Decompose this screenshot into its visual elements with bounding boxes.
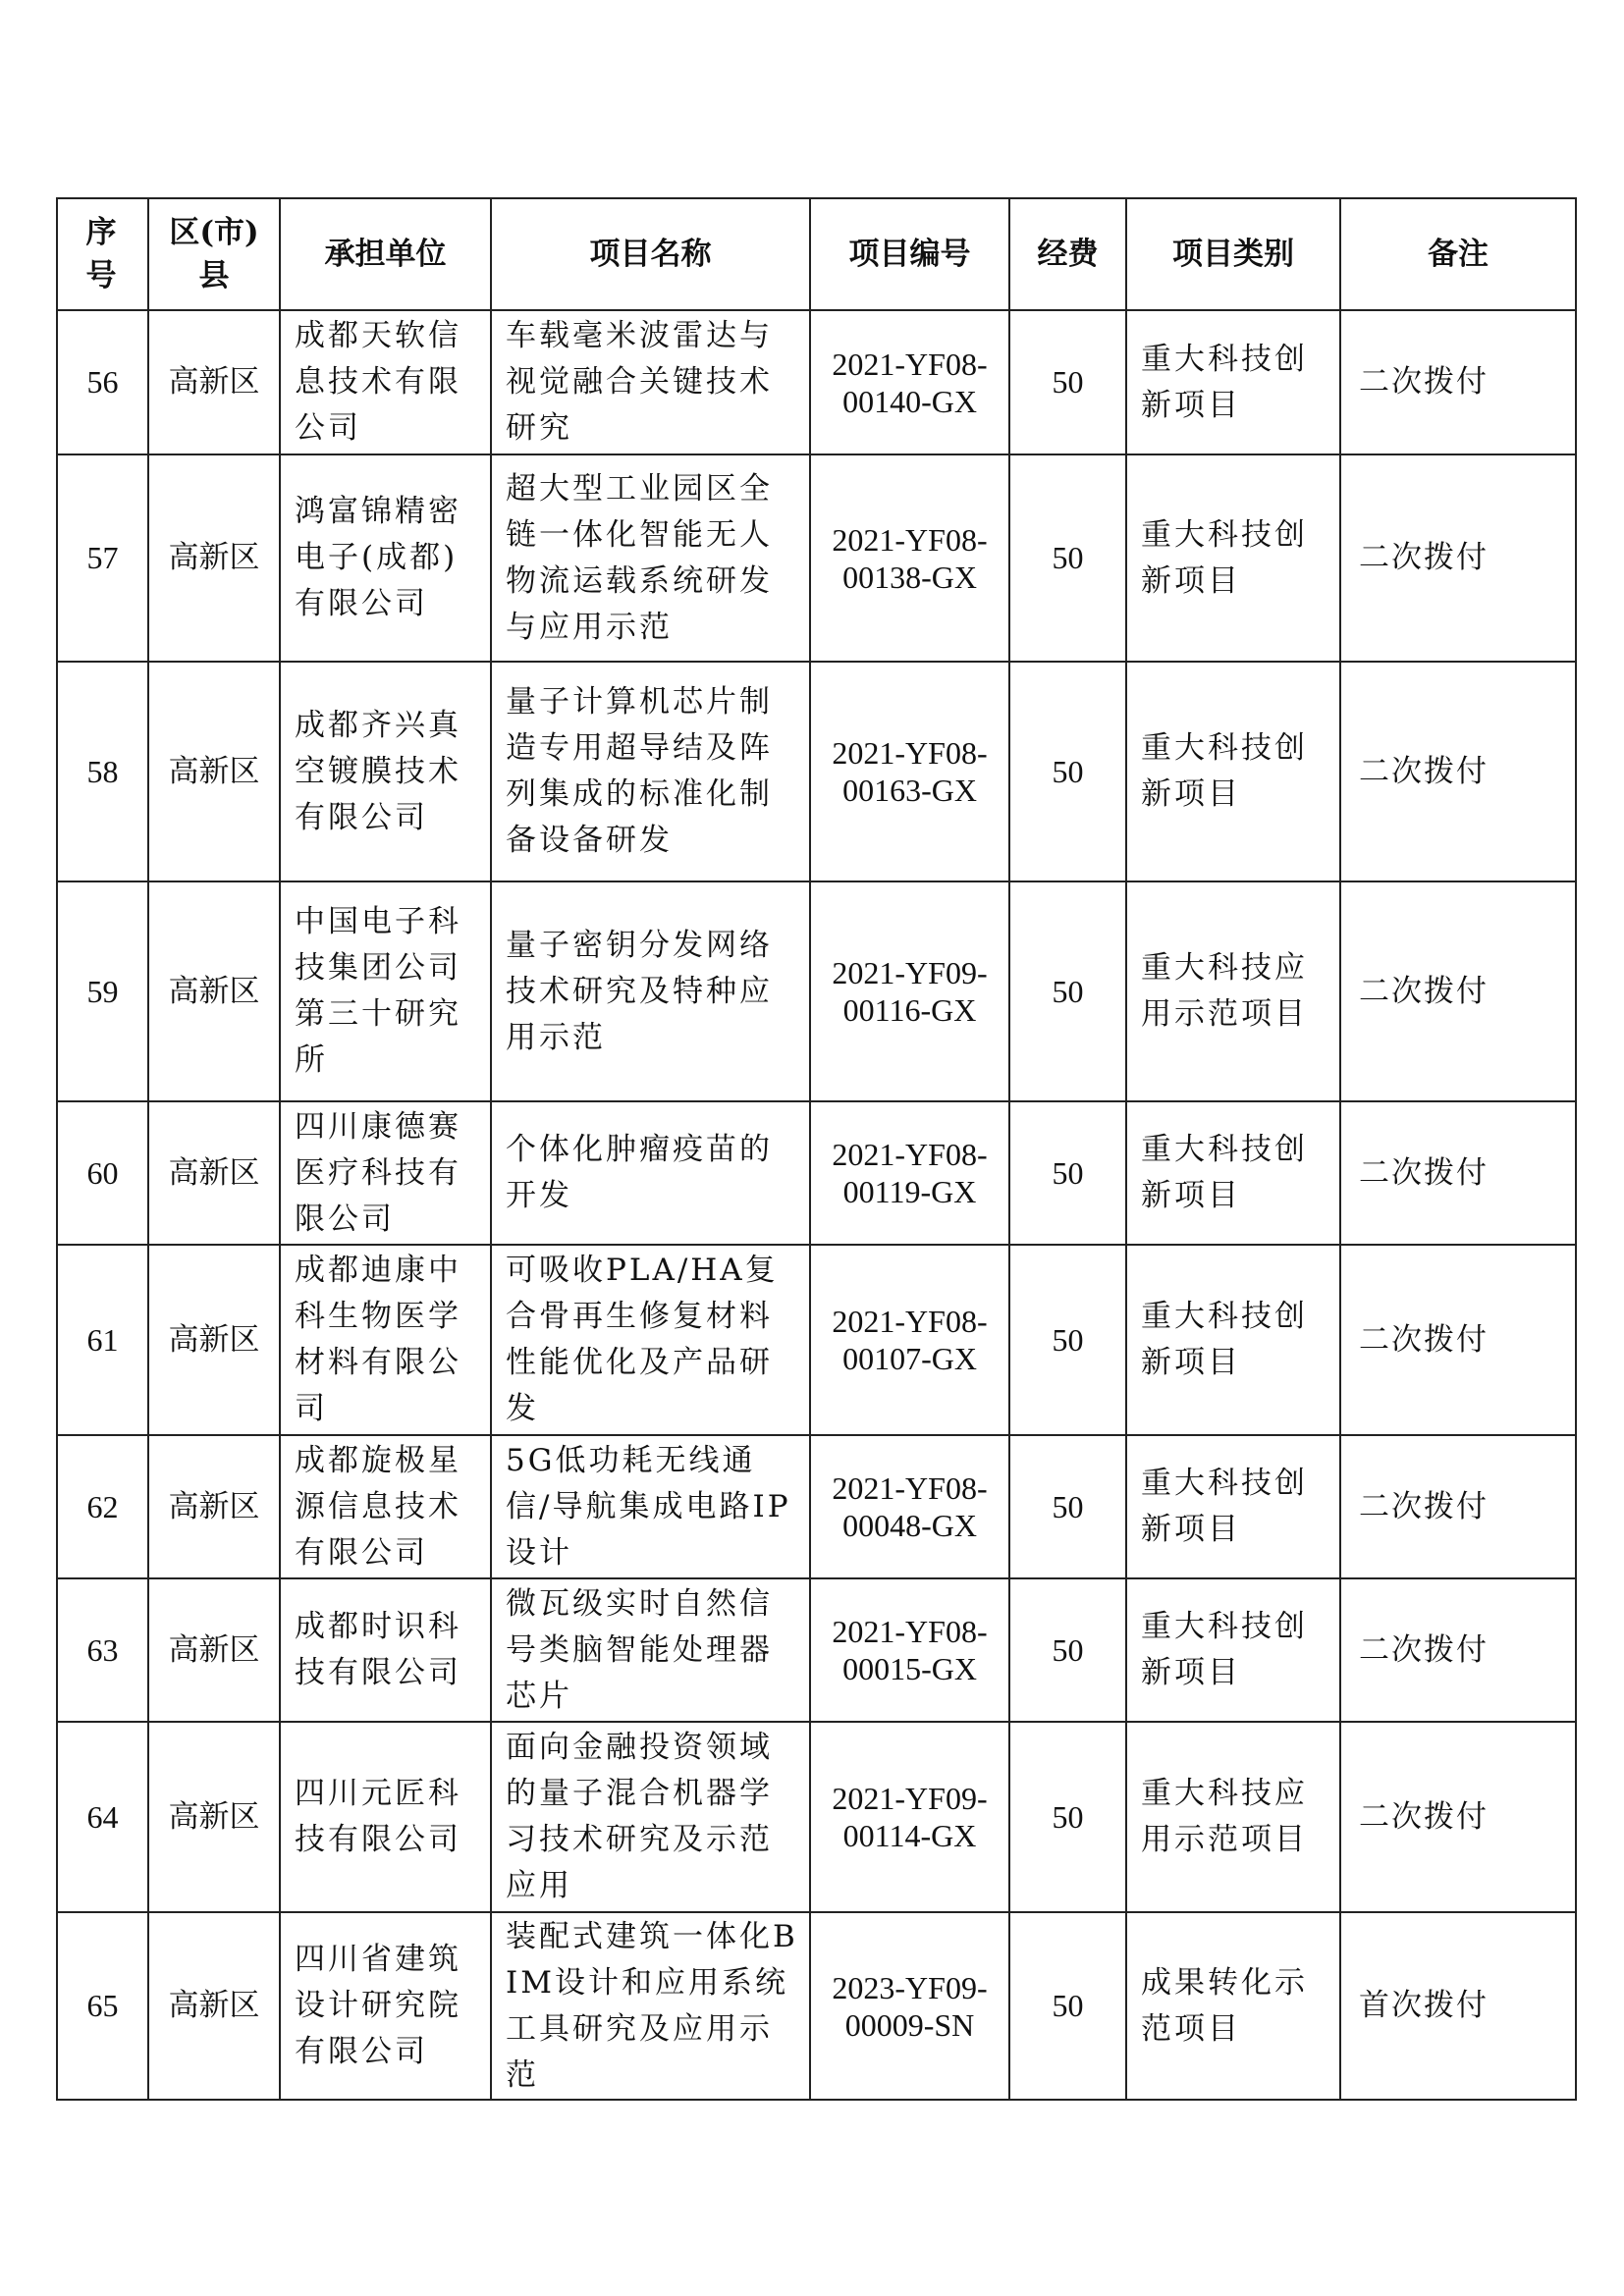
cell-funding [1009,1435,1126,1578]
cell-category [1126,1912,1340,2100]
cell-category-text: 重大科技创新项目 [1141,730,1308,812]
cell-unit [280,310,491,454]
cell-district [148,1435,280,1578]
cell-code [810,1435,1009,1578]
cell-note [1340,1578,1576,1722]
cell-note-text: 二次拨付 [1359,1798,1489,1835]
cell-code-text: 2021-YF08-00048-GX [832,1470,988,1543]
cell-project-text: 可吸收PLA/HA复合骨再生修复材料性能优化及产品研发 [506,1253,779,1426]
cell-no [57,1912,148,2100]
cell-no-text: 56 [86,364,119,400]
cell-category [1126,1435,1340,1578]
cell-funding-text: 50 [1052,753,1084,789]
cell-project-text: 量子密钥分发网络技术研究及特种应用示范 [506,927,773,1055]
cell-note-text: 二次拨付 [1359,1321,1489,1358]
cell-project-text: 面向金融投资领域的量子混合机器学习技术研究及示范应用 [506,1730,773,1903]
cell-funding-text: 50 [1052,1321,1084,1358]
cell-funding-text: 50 [1052,1798,1084,1835]
cell-district-text: 高新区 [168,1321,260,1358]
cell-project [491,310,810,454]
cell-district [148,1578,280,1722]
cell-project [491,1101,810,1245]
cell-code [810,1245,1009,1435]
cell-no-text: 62 [86,1488,119,1524]
cell-unit-text: 成都时识科技有限公司 [295,1609,461,1690]
cell-code [810,881,1009,1101]
cell-no [57,662,148,881]
cell-note [1340,1912,1576,2100]
cell-category-text: 重大科技应用示范项目 [1141,950,1308,1032]
cell-district-text: 高新区 [168,1154,260,1191]
cell-code-text: 2021-YF08-00015-GX [832,1614,988,1686]
cell-funding [1009,310,1126,454]
cell-funding [1009,1912,1126,2100]
cell-no [57,1722,148,1912]
cell-category [1126,662,1340,881]
cell-category-text: 重大科技创新项目 [1141,516,1308,599]
table-row [57,1578,1576,1722]
cell-unit-text: 成都齐兴真空镀膜技术有限公司 [295,707,461,835]
cell-note [1340,1722,1576,1912]
cell-project-text: 5G低功耗无线通信/导航集成电路IP设计 [506,1442,791,1571]
cell-code-text: 2021-YF08-00163-GX [832,735,988,808]
table-row [57,310,1576,454]
table-row [57,454,1576,662]
cell-unit-text: 四川康德赛医疗科技有限公司 [295,1108,461,1237]
cell-district-text: 高新区 [168,1631,260,1668]
cell-code [810,662,1009,881]
cell-district [148,310,280,454]
cell-district [148,1245,280,1435]
cell-category [1126,1101,1340,1245]
cell-no-text: 57 [86,540,119,575]
cell-unit [280,1101,491,1245]
cell-unit [280,1912,491,2100]
cell-code [810,454,1009,662]
table-row [57,1101,1576,1245]
cell-funding-text: 50 [1052,1488,1084,1524]
cell-note-text: 二次拨付 [1359,973,1489,1009]
cell-category-text: 成果转化示范项目 [1141,1964,1308,2047]
cell-code [810,1101,1009,1245]
cell-project [491,881,810,1101]
cell-funding-text: 50 [1052,1631,1084,1668]
cell-district [148,1722,280,1912]
cell-funding-text: 50 [1052,973,1084,1009]
cell-project-text: 量子计算机芯片制造专用超导结及阵列集成的标准化制备设备研发 [506,684,773,858]
cell-unit-text: 成都迪康中科生物医学材料有限公司 [295,1253,461,1426]
cell-note [1340,662,1576,881]
cell-project [491,454,810,662]
cell-project [491,1435,810,1578]
cell-note-text: 二次拨付 [1359,540,1489,575]
cell-funding-text: 50 [1052,540,1084,575]
cell-unit [280,1722,491,1912]
cell-funding [1009,662,1126,881]
cell-note [1340,1245,1576,1435]
cell-code [810,1912,1009,2100]
cell-unit [280,662,491,881]
cell-note-text: 二次拨付 [1359,1631,1489,1668]
table-row [57,1435,1576,1578]
table-row [57,1912,1576,2100]
cell-district [148,1912,280,2100]
cell-no-text: 60 [86,1154,119,1191]
cell-no-text: 61 [86,1321,119,1358]
cell-project-text: 车载毫米波雷达与视觉融合关键技术研究 [506,318,773,446]
table-row [57,1722,1576,1912]
cell-no [57,310,148,454]
cell-note [1340,454,1576,662]
cell-category [1126,1245,1340,1435]
cell-category-text: 重大科技创新项目 [1141,1132,1308,1213]
header-no: 序号 [57,198,148,310]
cell-unit [280,1435,491,1578]
cell-note [1340,1435,1576,1578]
cell-code-text: 2021-YF08-00138-GX [832,521,988,595]
cell-code-text: 2021-YF08-00140-GX [832,346,988,419]
header-district: 区(市)县 [148,198,280,310]
cell-note-text: 二次拨付 [1359,1488,1489,1524]
cell-category-text: 重大科技创新项目 [1141,1466,1308,1547]
cell-unit-text: 中国电子科技集团公司第三十研究所 [295,904,461,1078]
cell-code [810,1578,1009,1722]
cell-no [57,1245,148,1435]
cell-project-text: 微瓦级实时自然信号类脑智能处理器芯片 [506,1585,773,1714]
cell-project-text: 个体化肿瘤疫苗的开发 [506,1132,773,1213]
cell-no [57,1101,148,1245]
cell-funding [1009,454,1126,662]
cell-project [491,662,810,881]
cell-unit [280,454,491,662]
header-unit: 承担单位 [280,198,491,310]
cell-no-text: 63 [86,1631,119,1668]
cell-category [1126,454,1340,662]
cell-category-text: 重大科技应用示范项目 [1141,1776,1308,1857]
cell-project [491,1245,810,1435]
header-note: 备注 [1340,198,1576,310]
cell-code-text: 2021-YF09-00114-GX [832,1781,988,1853]
cell-district-text: 高新区 [168,973,260,1009]
cell-category-text: 重大科技创新项目 [1141,1609,1308,1690]
cell-district [148,662,280,881]
cell-no [57,454,148,662]
cell-unit [280,1245,491,1435]
table-row [57,662,1576,881]
cell-district-text: 高新区 [168,1488,260,1524]
cell-category [1126,1578,1340,1722]
cell-note [1340,1101,1576,1245]
cell-code-text: 2021-YF09-00116-GX [832,955,988,1028]
cell-district [148,881,280,1101]
cell-unit-text: 四川元匠科技有限公司 [295,1776,461,1857]
table-row [57,1245,1576,1435]
cell-district [148,454,280,662]
cell-unit-text: 成都天软信息技术有限公司 [295,318,461,446]
cell-district-text: 高新区 [168,753,260,789]
cell-no [57,1435,148,1578]
cell-note-text: 二次拨付 [1359,753,1489,789]
header-funding: 经费 [1009,198,1126,310]
cell-no [57,1578,148,1722]
cell-code-text: 2023-YF09-00009-SN [832,1969,988,2043]
cell-funding [1009,1722,1126,1912]
cell-no-text: 64 [86,1798,119,1835]
cell-project-text: 装配式建筑一体化BIM设计和应用系统工具研究及应用示范 [506,1918,798,2093]
cell-project [491,1722,810,1912]
header-category: 项目类别 [1126,198,1340,310]
cell-note [1340,881,1576,1101]
cell-unit-text: 四川省建筑设计研究院有限公司 [295,1942,461,2069]
cell-funding [1009,881,1126,1101]
table-row [57,881,1576,1101]
cell-funding-text: 50 [1052,1154,1084,1191]
cell-no-text: 58 [86,753,119,789]
cell-category [1126,881,1340,1101]
cell-unit [280,881,491,1101]
cell-note-text: 二次拨付 [1359,1154,1489,1191]
cell-code-text: 2021-YF08-00107-GX [832,1304,988,1376]
cell-no [57,881,148,1101]
cell-category [1126,1722,1340,1912]
cell-code [810,310,1009,454]
cell-code [810,1722,1009,1912]
cell-district-text: 高新区 [168,364,260,400]
cell-district-text: 高新区 [168,1798,260,1835]
cell-note-text: 首次拨付 [1359,1988,1489,2023]
cell-no-text: 65 [86,1988,119,2023]
cell-unit-text: 鸿富锦精密电子(成都)有限公司 [295,494,461,621]
cell-category-text: 重大科技创新项目 [1141,1299,1308,1380]
cell-district-text: 高新区 [168,540,260,575]
cell-funding-text: 50 [1052,1988,1084,2023]
cell-note-text: 二次拨付 [1359,364,1489,400]
cell-project-text: 超大型工业园区全链一体化智能无人物流运载系统研发与应用示范 [506,470,773,645]
cell-district-text: 高新区 [168,1988,260,2023]
cell-project [491,1912,810,2100]
cell-funding [1009,1101,1126,1245]
cell-funding-text: 50 [1052,364,1084,400]
cell-unit-text: 成都旋极星源信息技术有限公司 [295,1442,461,1571]
header-row [57,198,1576,310]
cell-category [1126,310,1340,454]
cell-funding [1009,1245,1126,1435]
cell-no-text: 59 [86,973,119,1009]
cell-project [491,1578,810,1722]
project-funding-table [56,197,1577,2101]
cell-unit [280,1578,491,1722]
cell-district [148,1101,280,1245]
header-code: 项目编号 [810,198,1009,310]
header-project: 项目名称 [491,198,810,310]
cell-funding [1009,1578,1126,1722]
cell-code-text: 2021-YF08-00119-GX [832,1137,988,1209]
cell-note [1340,310,1576,454]
cell-category-text: 重大科技创新项目 [1141,341,1308,423]
